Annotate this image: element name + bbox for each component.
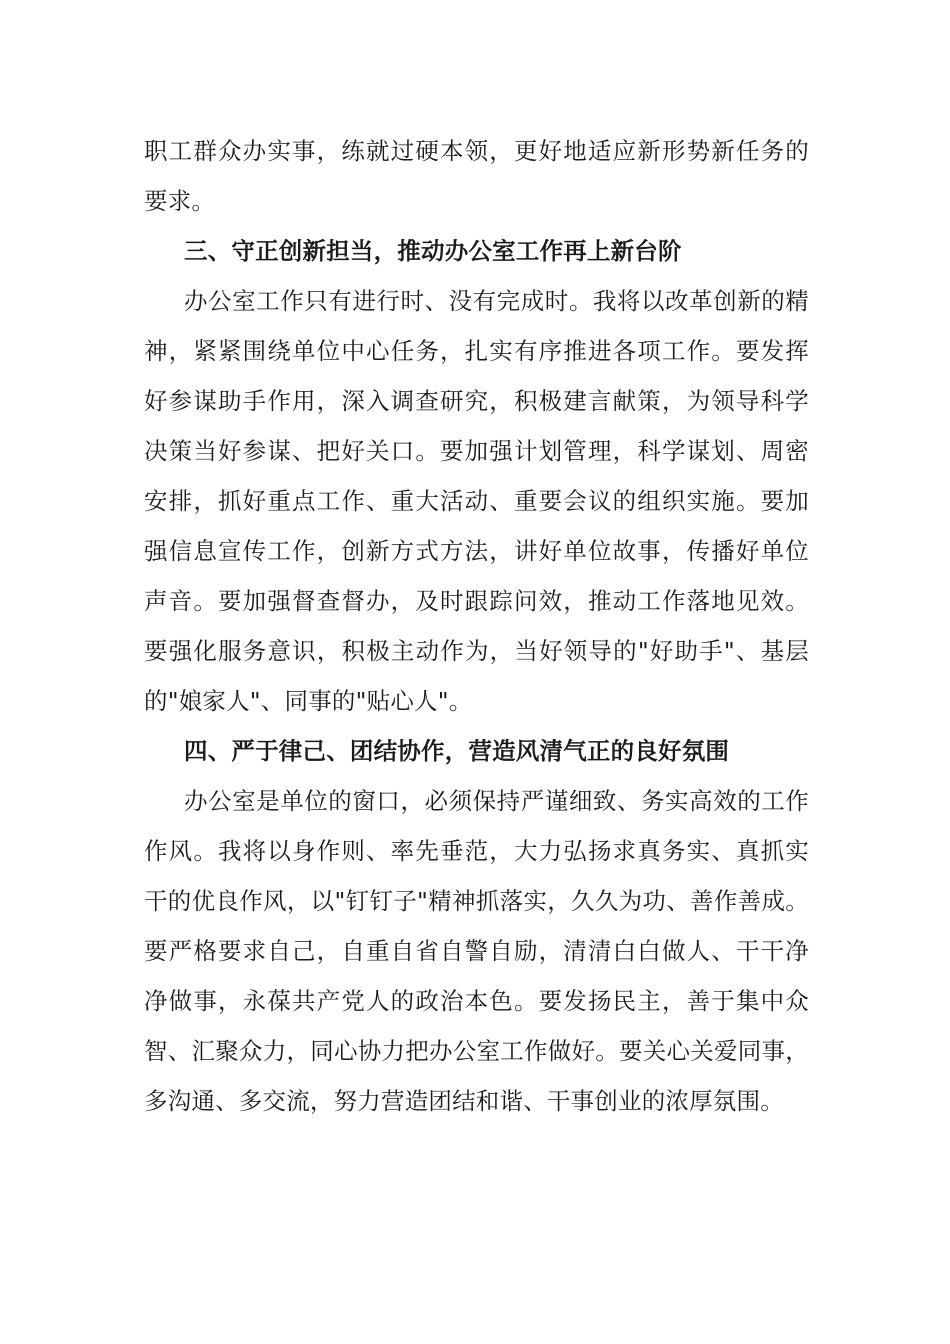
paragraph-line: 要求。 (144, 187, 216, 215)
paragraph-line: 安排，抓好重点工作、重大活动、重要会议的组织实施。要加 (144, 487, 809, 515)
paragraph-line: 强信息宣传工作，创新方式方法，讲好单位故事，传播好单位 (144, 537, 809, 565)
paragraph-line: 要严格要求自己，自重自省自警自励，清清白白做人、干干净 (144, 937, 809, 965)
paragraph-line: 智、汇聚众力，同心协力把办公室工作做好。要关心关爱同事， (144, 1037, 809, 1065)
paragraph-line: 干的优良作风，以"钉钉子"精神抓落实，久久为功、善作善成。 (144, 887, 809, 915)
paragraph-line: 声音。要加强督查督办，及时跟踪问效，推动工作落地见效。 (144, 587, 809, 615)
document-body (144, 126, 809, 1126)
paragraph-line: 好参谋助手作用，深入调查研究，积极建言献策，为领导科学 (144, 387, 809, 415)
paragraph-line: 职工群众办实事，练就过硬本领，更好地适应新形势新任务的 (144, 137, 809, 165)
paragraph-line: 要强化服务意识，积极主动作为，当好领导的"好助手"、基层 (144, 637, 809, 665)
paragraph-line: 作风。我将以身作则、率先垂范，大力弘扬求真务实、真抓实 (144, 837, 809, 865)
paragraph-line: 神，紧紧围绕单位中心任务，扎实有序推进各项工作。要发挥 (144, 337, 809, 365)
paragraph-line: 多沟通、多交流，努力营造团结和谐、干事创业的浓厚氛围。 (144, 1087, 784, 1115)
section-heading-3: 三、守正创新担当，推动办公室工作再上新台阶 (184, 237, 682, 265)
paragraph-line: 的"娘家人"、同事的"贴心人"。 (144, 687, 473, 715)
paragraph-line: 办公室工作只有进行时、没有完成时。我将以改革创新的精 (184, 287, 809, 315)
paragraph-line: 净做事，永葆共产党人的政治本色。要发扬民主，善于集中众 (144, 987, 809, 1015)
paragraph-line: 决策当好参谋、把好关口。要加强计划管理，科学谋划、周密 (144, 437, 809, 465)
section-heading-4: 四、严于律己、团结协作，营造风清气正的良好氛围 (184, 737, 730, 765)
paragraph-line: 办公室是单位的窗口，必须保持严谨细致、务实高效的工作 (184, 787, 809, 815)
